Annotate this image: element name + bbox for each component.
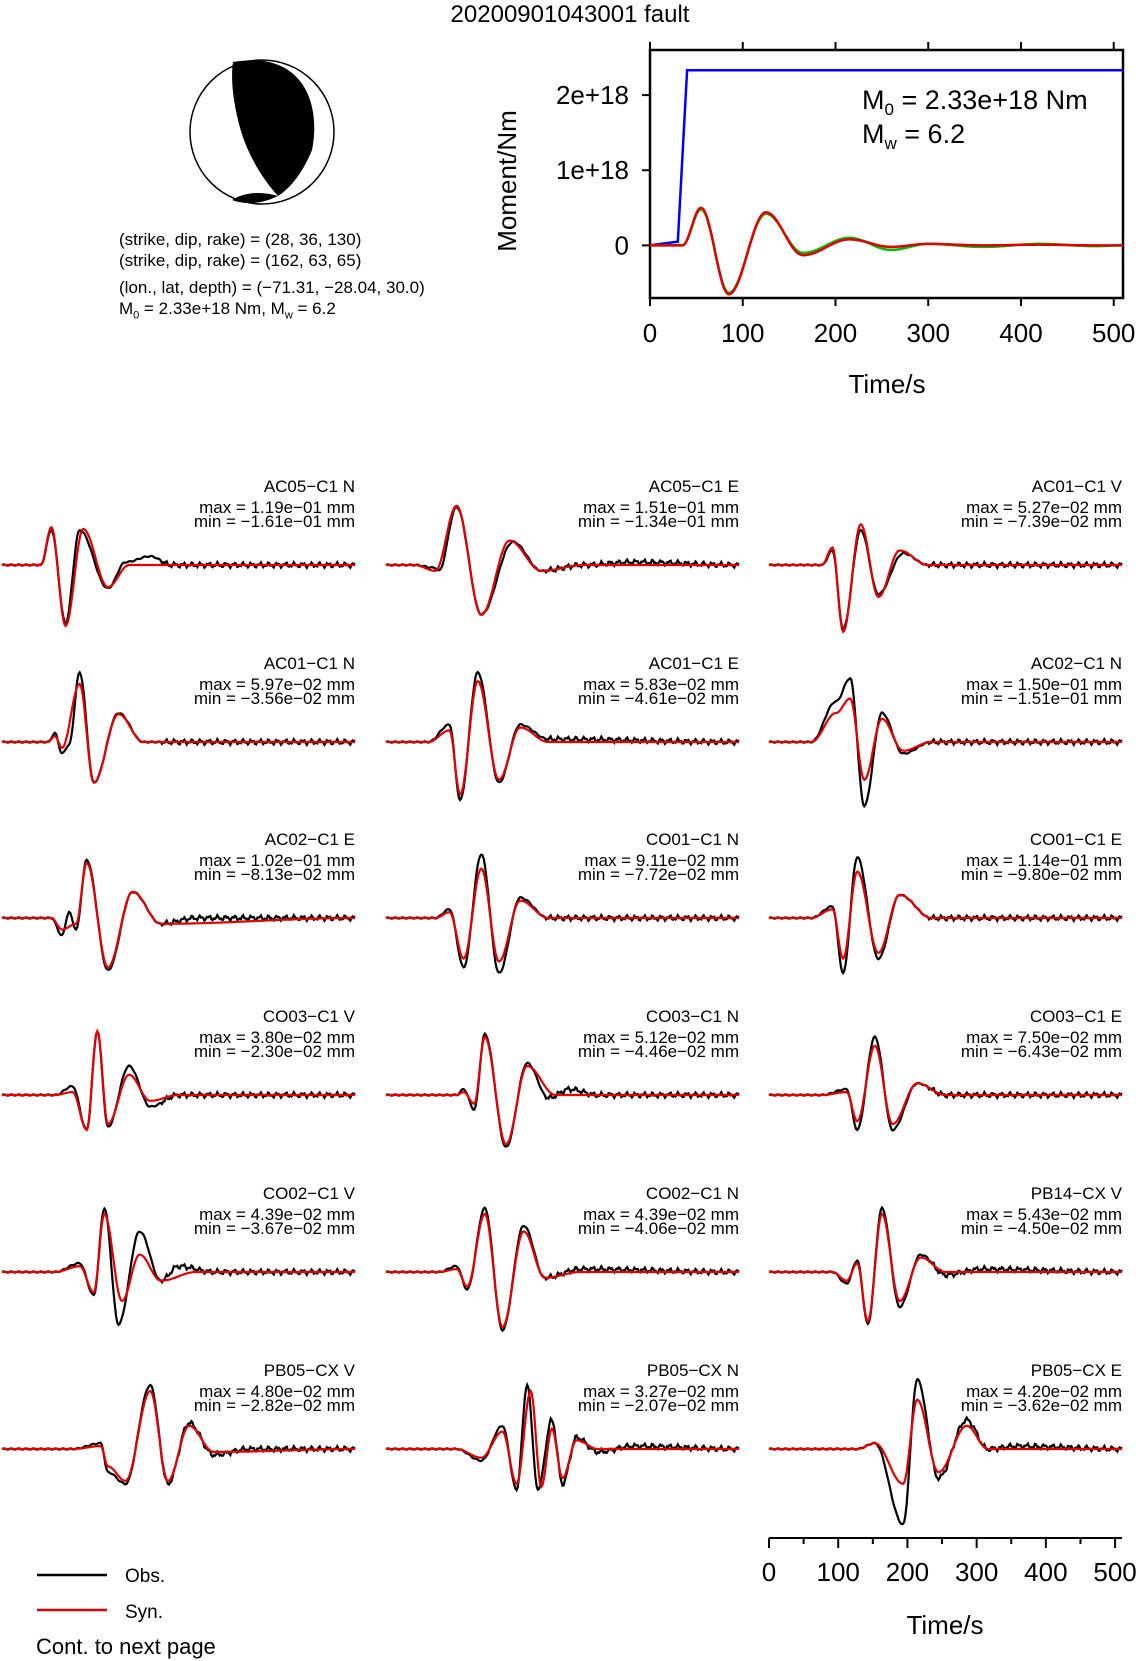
- trace-station-label: PB05−CX V: [263, 1361, 355, 1380]
- trace-min-label: min = −7.72e−02 mm: [577, 865, 739, 884]
- trace-max-label: max = 4.39e−02 mm: [583, 1205, 739, 1224]
- trace-min-label: min = −3.62e−02 mm: [960, 1396, 1122, 1415]
- trace-station-label: AC01−C1 E: [648, 654, 739, 673]
- trace-max-label: max = 9.11e−02 mm: [584, 851, 739, 870]
- moment-y-tick-label: 0: [614, 230, 629, 261]
- trace-panel: [386, 1007, 739, 1147]
- waveform-grid: [2, 477, 1123, 1524]
- trace-station-label: CO03−C1 V: [262, 1007, 355, 1026]
- trace-min-label: min = −1.34e−01 mm: [577, 512, 739, 531]
- trace-max-label: max = 5.43e−02 mm: [966, 1205, 1122, 1224]
- moment-x-tick-label: 100: [721, 318, 765, 348]
- trace-station-label: CO03−C1 N: [645, 1007, 739, 1026]
- trace-min-label: min = −2.82e−02 mm: [193, 1396, 355, 1415]
- trace-panel: [2, 654, 355, 783]
- trace-panel: [769, 477, 1123, 632]
- syn-trace-line: [769, 699, 1122, 780]
- trace-panel: [769, 654, 1122, 806]
- nodal-plane-2: (strike, dip, rake) = (162, 63, 65): [119, 251, 362, 270]
- moment-x-label: Time/s: [848, 369, 926, 399]
- trace-min-label: min = −8.13e−02 mm: [193, 865, 355, 884]
- trace-station-label: CO02−C1 N: [645, 1184, 739, 1203]
- trace-max-label: max = 1.19e−01 mm: [199, 498, 355, 517]
- trace-min-label: min = −1.51e−01 mm: [960, 689, 1122, 708]
- trace-panel: [769, 1007, 1122, 1130]
- moment-series-line: [650, 208, 1123, 294]
- trace-panel: [2, 1184, 356, 1325]
- moment-x-tick-label: 500: [1092, 318, 1136, 348]
- trace-panel: [2, 1007, 356, 1130]
- obs-trace-line: [769, 530, 1122, 629]
- trace-station-label: AC05−C1 E: [648, 477, 739, 496]
- trace-min-label: min = −2.07e−02 mm: [577, 1396, 739, 1415]
- moment-line: $M_0 = 2.33e+18$ Nm, $M_w = 6.2$: [119, 299, 336, 322]
- trace-panel: [769, 1361, 1122, 1524]
- trace-panel: [386, 477, 739, 615]
- trace-station-label: PB05−CX E: [1030, 1361, 1122, 1380]
- trace-panel: [2, 477, 355, 626]
- trace-max-label: max = 3.27e−02 mm: [583, 1382, 739, 1401]
- trace-min-label: min = −7.39e−02 mm: [960, 512, 1122, 531]
- trace-min-label: min = −1.61e−01 mm: [193, 512, 355, 531]
- trace-station-label: AC02−C1 N: [1030, 654, 1122, 673]
- trace-min-label: min = −2.30e−02 mm: [193, 1042, 355, 1061]
- trace-station-label: AC01−C1 N: [263, 654, 355, 673]
- moment-x-tick-label: 300: [906, 318, 950, 348]
- trace-station-label: AC05−C1 N: [263, 477, 355, 496]
- time-axis: [762, 1538, 1137, 1587]
- moment-y-tick-label: 2e+18: [555, 80, 629, 111]
- time-axis-tick-label: 300: [954, 1557, 999, 1587]
- trace-min-label: min = −4.06e−02 mm: [577, 1219, 739, 1238]
- trace-max-label: max = 4.39e−02 mm: [199, 1205, 355, 1224]
- trace-station-label: CO03−C1 E: [1029, 1007, 1122, 1026]
- trace-station-label: AC02−C1 E: [264, 830, 355, 849]
- trace-max-label: max = 7.50e−02 mm: [966, 1028, 1122, 1047]
- moment-y-tick-label: 1e+18: [555, 155, 629, 186]
- trace-panel: [386, 654, 739, 800]
- beachball-icon: [190, 60, 334, 204]
- trace-max-label: max = 3.80e−02 mm: [199, 1028, 355, 1047]
- trace-min-label: min = −4.50e−02 mm: [960, 1219, 1122, 1238]
- trace-max-label: max = 1.50e−01 mm: [966, 675, 1122, 694]
- trace-max-label: max = 4.20e−02 mm: [966, 1382, 1122, 1401]
- time-axis-tick-label: 500: [1093, 1557, 1137, 1587]
- trace-panel: [769, 830, 1122, 973]
- trace-station-label: AC01−C1 V: [1031, 477, 1122, 496]
- trace-min-label: min = −3.56e−02 mm: [193, 689, 355, 708]
- trace-panel: [769, 1184, 1123, 1324]
- moment-x-tick-label: 200: [813, 318, 858, 348]
- trace-panel: [2, 830, 355, 970]
- page-title: 20200901043001 fault: [450, 1, 690, 28]
- nodal-plane-1: (strike, dip, rake) = (28, 36, 130): [119, 230, 362, 249]
- trace-panel: [386, 1184, 739, 1331]
- syn-trace-line: [769, 524, 1122, 631]
- syn-trace-line: [769, 872, 1122, 959]
- trace-panel: [386, 830, 739, 973]
- trace-station-label: PB05−CX N: [646, 1361, 739, 1380]
- time-axis-tick-label: 100: [816, 1557, 860, 1587]
- trace-min-label: min = −4.61e−02 mm: [577, 689, 739, 708]
- trace-max-label: max = 4.80e−02 mm: [199, 1382, 355, 1401]
- trace-min-label: min = −6.43e−02 mm: [960, 1042, 1122, 1061]
- moment-x-tick-label: 0: [642, 318, 658, 348]
- moment-x-tick-label: 400: [999, 318, 1043, 348]
- syn-trace-line: [2, 527, 355, 626]
- trace-min-label: min = −4.46e−02 mm: [577, 1042, 739, 1061]
- trace-station-label: CO01−C1 N: [645, 830, 739, 849]
- trace-max-label: max = 1.51e−01 mm: [583, 498, 739, 517]
- mechanism-info: [119, 229, 425, 326]
- trace-station-label: CO02−C1 V: [262, 1184, 355, 1203]
- trace-panel: [2, 1361, 356, 1485]
- legend: [37, 1566, 165, 1623]
- legend-obs-label: Obs.: [125, 1566, 166, 1587]
- time-axis-label: Time/s: [906, 1610, 984, 1640]
- trace-panel: [386, 1361, 739, 1490]
- time-axis-tick-label: 0: [761, 1557, 777, 1587]
- trace-station-label: PB14−CX V: [1030, 1184, 1122, 1203]
- trace-max-label: max = 1.14e−01 mm: [966, 851, 1122, 870]
- mw-annotation: $M_w = 6.2$: [862, 119, 966, 153]
- legend-syn-label: Syn.: [125, 1602, 164, 1623]
- time-axis-tick-label: 200: [885, 1557, 930, 1587]
- trace-min-label: min = −9.80e−02 mm: [960, 865, 1122, 884]
- moment-chart: [492, 42, 1135, 399]
- footer-note: Cont. to next page: [36, 1634, 216, 1659]
- trace-max-label: max = 5.97e−02 mm: [199, 675, 355, 694]
- moment-y-label: Moment/Nm: [492, 110, 522, 252]
- time-axis-tick-label: 400: [1024, 1557, 1068, 1587]
- location-line: (lon., lat, depth) = (−71.31, −28.04, 30.0): [119, 278, 425, 297]
- trace-max-label: max = 5.27e−02 mm: [966, 498, 1122, 517]
- trace-max-label: max = 5.12e−02 mm: [583, 1028, 739, 1047]
- trace-max-label: max = 5.83e−02 mm: [583, 675, 739, 694]
- trace-max-label: max = 1.02e−01 mm: [199, 851, 355, 870]
- trace-min-label: min = −3.67e−02 mm: [193, 1219, 355, 1238]
- m0-annotation: $M_0 = 2.33e+18$ Nm: [862, 85, 1088, 119]
- trace-station-label: CO01−C1 E: [1029, 830, 1122, 849]
